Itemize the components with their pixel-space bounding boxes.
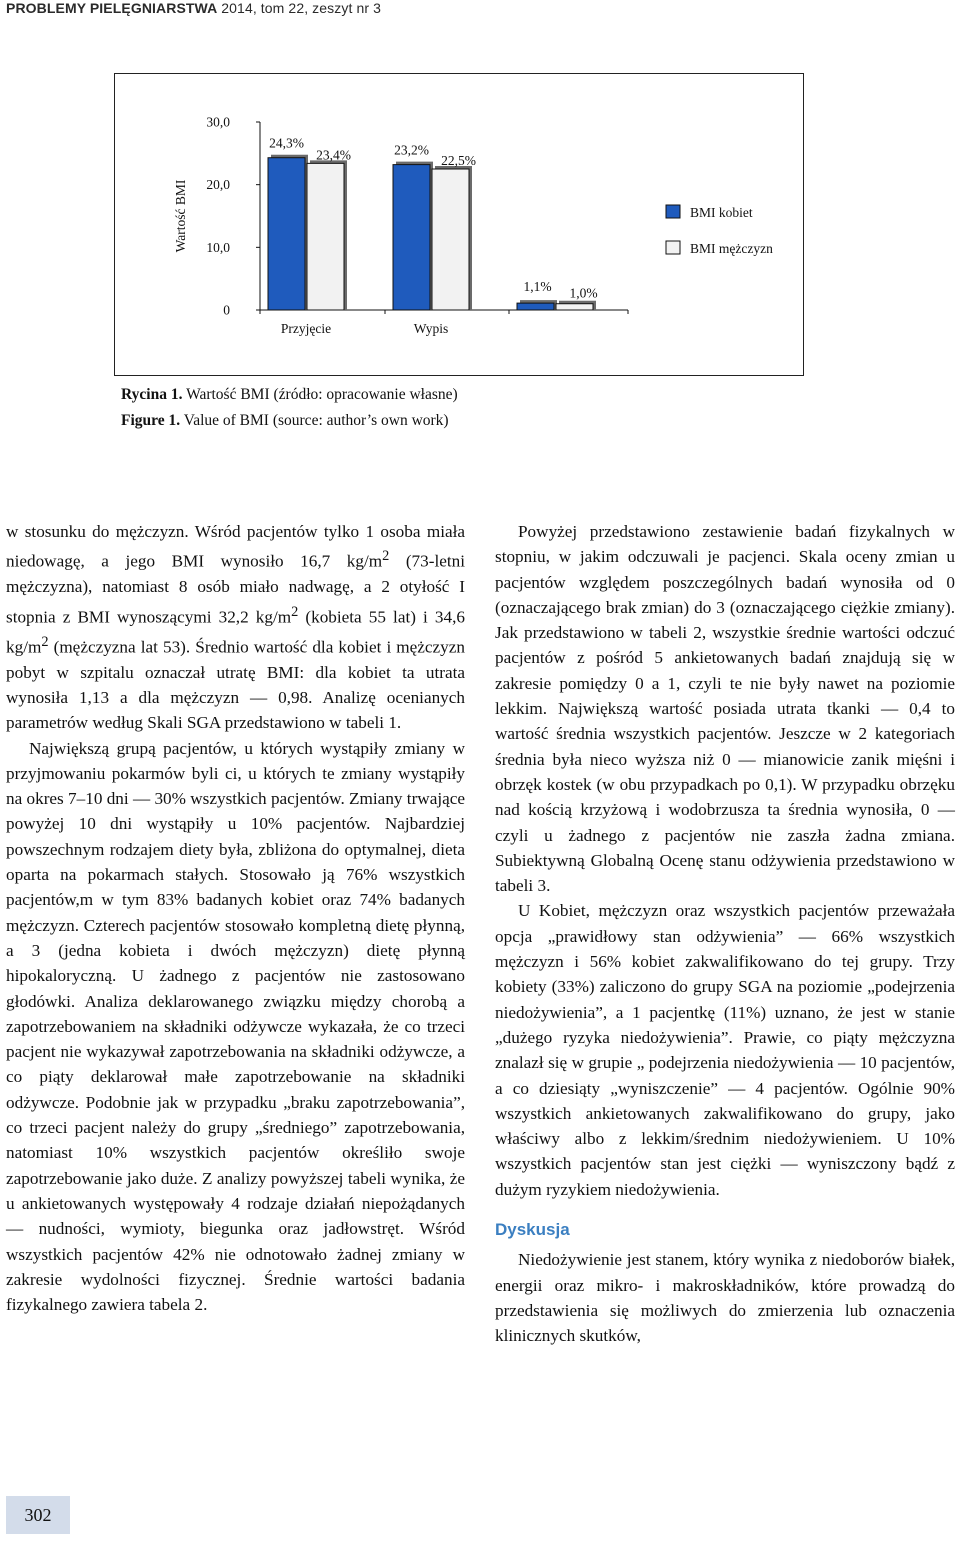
y-tick-label: 30,0 <box>206 114 230 130</box>
bar-mezczyzni <box>307 163 344 310</box>
data-label: 1,0% <box>569 285 598 301</box>
data-label: 23,2% <box>394 142 429 158</box>
right-paragraph-3: Niedożywienie jest stanem, który wynika z niedoborów białek, energii oraz mikro- i makroskładników, które prowadzą do przedstawienia się możliwych do zmierzenia lub oznaczenia klinicznych skutków, <box>495 1250 955 1346</box>
y-tick-label: 10,0 <box>206 239 230 255</box>
text-run: (kobieta 55 lat) i 34,6 kg/m <box>6 607 465 657</box>
journal-title: PROBLEMY PIELĘGNIARSTWA <box>6 0 218 16</box>
data-label: 22,5% <box>441 153 476 168</box>
caption-pl-label: Rycina 1. <box>121 386 183 403</box>
legend-swatch <box>666 205 680 218</box>
superscript: 2 <box>291 603 299 620</box>
legend-label: BMI mężczyzn <box>690 241 773 256</box>
caption-en-text: Value of BMI (source: author’s own work) <box>180 412 449 429</box>
bar-kobiety <box>517 303 554 310</box>
x-category-label: Przyjęcie <box>280 321 332 336</box>
y-tick-label: 20,0 <box>206 177 230 193</box>
bar-kobiety <box>268 158 305 310</box>
journal-issue: 2014, tom 22, zeszyt nr 3 <box>221 0 381 16</box>
text-run: (mężczyzna lat 53). Średnio wartość dla kobiet i mężczyzn pobyt w szpitalu oznaczał utratę BMI: dla kobiet ta utrata wynosiła 1,13 a dla mężczyzn — 0,98. Analizę ocenianych parametrów według Skali SGA przedstawiono w tabeli 1. <box>6 637 465 733</box>
right-column <box>495 519 955 1349</box>
x-category-label: Wypis <box>413 321 449 336</box>
data-label: 1,1% <box>523 279 552 295</box>
legend-swatch <box>666 241 680 254</box>
caption-en-label: Figure 1. <box>121 412 181 429</box>
left-paragraph-1 <box>6 519 465 736</box>
caption-pl-text: Wartość BMI (źródło: opracowanie własne) <box>182 386 458 403</box>
text-run: (73-letni mężczyzna), natomiast 8 osób miało nadwagę, a 2 otyłość I stopnia z BMI wynoszącymi 32,2 kg/m <box>6 552 466 627</box>
superscript: 2 <box>41 633 49 650</box>
y-tick-label: 0 <box>223 302 230 318</box>
y-axis-label: Wartość BMI <box>173 179 188 253</box>
bar-kobiety <box>393 165 430 310</box>
data-label: 23,4% <box>316 147 351 163</box>
bar-mezczyzni <box>432 169 469 310</box>
right-paragraph-2: U Kobiet, mężczyzn oraz wszystkich pacjentów przeważała opcja „prawidłowy stan odżywienia” — 66% wszystkich mężczyzn i 56% kobiet zakwalifikowano do tej grupy. Trzy kobiety (33%) zaliczono do grupy SGA na poziomie „podejrzenia niedożywienia”, a 1 pacjentkę (11%) uznano, że jest w stanie „dużego ryzyka niedożywienia”. Prawie, co piąty mężczyzna znalazł się w grupie „ podejrzenia niedożywienia — 10 pacjentów, a co dziesiąty „wyniszczenie” — 4 pacjentów. Ogólnie 90% wszystkich ankietowanych zakwalifikowano do grupy, jako właściwy albo z lekkim/średnim niedożywieniem. U 10% wszystkich pacjentów stan jest ciężki — wyniszczony bądź z dużym ryzykiem niedożywienia. <box>495 901 955 1199</box>
superscript: 2 <box>382 548 390 565</box>
text-run: w stosunku do mężczyzn. Wśród pacjentów tylko 1 osoba miała niedowagę, a jego BMI wynosiło 16,7 kg/m <box>6 522 465 572</box>
bmi-chart-svg <box>115 74 805 377</box>
running-header <box>6 0 381 16</box>
data-label: 24,3% <box>269 135 304 151</box>
bar-mezczyzni <box>556 304 593 310</box>
figure-caption-pl <box>121 386 458 404</box>
left-column <box>6 519 465 1317</box>
bmi-chart <box>114 73 804 376</box>
page-number: 302 <box>6 1496 70 1534</box>
legend-label: BMI kobiet <box>690 205 753 220</box>
section-heading-dyskusja: Dyskusja <box>495 1220 570 1240</box>
figure-caption-en <box>121 412 449 430</box>
left-paragraph-2: Największą grupą pacjentów, u których wystąpiły zmiany w przyjmowaniu pokarmów byli ci, u których te zmiany wystąpiły na okres 7–10 dni — 30% wszystkich pacjentów. Zmiany trwające powyżej 10 dni wystąpiły u 10% pacjentów. Najbardziej powszechnym rodzajem diety była, zbliżona do optymalnej, dieta oparta na pokarmach stałych. Stosowało ją 76% wszystkich pacjentów,m w tym 83% badanych kobiet oraz 74% badanych mężczyzn. Czterech pacjentów stosowało kompletną dietę płynną, a 3 (jedna kobieta i dwóch mężczyzn) dietę płynną hipokaloryczną. U żadnego z pacjentów nie zastosowano głodówki. Analiza deklarowanego związku między chorobą a zapotrzebowaniem na składniki odżywcze wykazała, że co trzeci pacjent nie wykazywał zapotrzebowania na składniki odżywcze, a co piąty deklarował małe zapotrzebowanie na składniki odżywcze. Podobnie jak w przypadku „braku zapotrzebowania”, co trzeci pacjent należy do grupy „średniego” zapotrzebowania, natomiast 10% wszystkich pacjentów określiło swoje zapotrzebowanie jako duże. Z analizy powyższej tabeli wynika, że u ankietowanych występowały 4 rodzaje działań niepożądanych — nudności, wymioty, biegunka oraz jadłowstręt. Wśród wszystkich pacjentów 42% nie odnotowało żadnej zmiany w zakresie wydolności fizycznej. Średnie wartości badania fizykalnego zawiera tabela 2. <box>6 738 466 1315</box>
right-paragraph-1: Powyżej przedstawiono zestawienie badań fizykalnych w stopniu, w jakim odczuwali je pacjenci. Skala oceny zmian u pacjentów względem poszczególnych badań wynosiła od 0 (oznaczającego brak zmian) do 3 (oznaczającego ciężkie zmiany). Jak przedstawiono w tabeli 2, wszystkie średnie wartości odczuć pacjentów z pośród 5 ankietowanych badań znajdują się w zakresie pomiędzy 0 a 1, czyli te nie były nawet na poziomie lekkim. Największą wartość posiada utrata tkanki — 0,4 to wartość średnia wszystkich pacjentów. Jeszcze w 2 kategoriach średnia była nieco wyższa niż 0 — mianowicie zanik mięśni i obrzęk kostek (w obu przypadkach po 0,1). W przypadku obrzęku nad kością krzyżową i wodobrzusza ta średnia wynosiła, 0 — czyli u żadnego z pacjentów nie zaszła żadna zmiana. Subiektywną Globalną Ocenę stanu odżywienia przedstawiono w tabeli 3. <box>495 522 955 896</box>
